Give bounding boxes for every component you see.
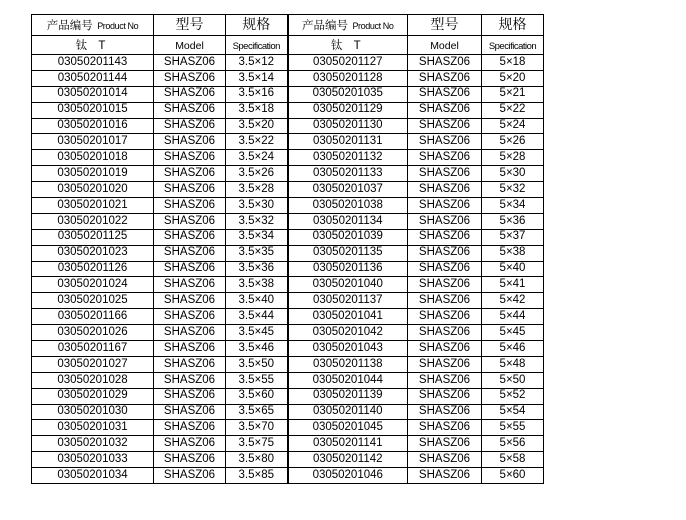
product-no-cell: 03050201020 <box>32 182 154 198</box>
spec-cell: 3.5×24 <box>226 150 288 166</box>
spec-cell: 3.5×36 <box>226 261 288 277</box>
product-no-cell-2: 03050201044 <box>288 372 408 388</box>
model-cell: SHASZ06 <box>154 198 226 214</box>
table-row <box>32 277 544 293</box>
product-no-cell-2: 03050201140 <box>288 404 408 420</box>
product-no-cell-2: 03050201129 <box>288 102 408 118</box>
product-no-cell-2: 03050201042 <box>288 325 408 341</box>
material-header-2 <box>288 36 408 55</box>
spec-cell: 3.5×32 <box>226 213 288 229</box>
product-no-cell-2: 03050201038 <box>288 198 408 214</box>
model-cell: SHASZ06 <box>154 388 226 404</box>
table-row <box>32 134 544 150</box>
model-cell-2: SHASZ06 <box>408 404 482 420</box>
spec-cell: 3.5×18 <box>226 102 288 118</box>
product-no-cell-2: 03050201132 <box>288 150 408 166</box>
product-no-cell: 03050201031 <box>32 420 154 436</box>
model-cell: SHASZ06 <box>154 452 226 468</box>
model-cell-2: SHASZ06 <box>408 372 482 388</box>
model-cell: SHASZ06 <box>154 356 226 372</box>
product-no-cell-2: 03050201040 <box>288 277 408 293</box>
table-row <box>32 341 544 357</box>
spec-cell: 3.5×70 <box>226 420 288 436</box>
product-no-cell: 03050201030 <box>32 404 154 420</box>
spec-cell-2: 5×41 <box>482 277 544 293</box>
product-no-cell-2: 03050201136 <box>288 261 408 277</box>
product-no-cell: 03050201034 <box>32 468 154 484</box>
product-no-cell: 03050201019 <box>32 166 154 182</box>
product-no-cell: 03050201016 <box>32 118 154 134</box>
spec-cell: 3.5×20 <box>226 118 288 134</box>
product-no-cell-2: 03050201041 <box>288 309 408 325</box>
model-cell-2: SHASZ06 <box>408 182 482 198</box>
model-cell-2: SHASZ06 <box>408 166 482 182</box>
table-row <box>32 245 544 261</box>
product-no-cell-2: 03050201127 <box>288 55 408 71</box>
product-no-cell-2: 03050201130 <box>288 118 408 134</box>
spec-cell: 3.5×16 <box>226 86 288 102</box>
product-no-cell: 03050201023 <box>32 245 154 261</box>
model-cn: 型号 <box>175 16 204 32</box>
model-cell: SHASZ06 <box>154 182 226 198</box>
model-cell: SHASZ06 <box>154 309 226 325</box>
spec-cell: 3.5×28 <box>226 182 288 198</box>
model-cell: SHASZ06 <box>154 166 226 182</box>
spec-cell-2: 5×55 <box>482 420 544 436</box>
model-cell: SHASZ06 <box>154 86 226 102</box>
spec-cell-2: 5×28 <box>482 150 544 166</box>
spec-cell-2: 5×34 <box>482 198 544 214</box>
product-no-cell: 03050201015 <box>32 102 154 118</box>
spec-cell-2: 5×24 <box>482 118 544 134</box>
spec-cell-2: 5×54 <box>482 404 544 420</box>
table-row <box>32 420 544 436</box>
table-row <box>32 309 544 325</box>
spec-cell: 3.5×34 <box>226 229 288 245</box>
spec-cell-2: 5×44 <box>482 309 544 325</box>
model-en: Model <box>175 40 204 52</box>
model-header-2 <box>408 15 482 36</box>
table-row <box>32 325 544 341</box>
product-no-header-2 <box>288 15 408 36</box>
model-cell: SHASZ06 <box>154 436 226 452</box>
table-row <box>32 166 544 182</box>
product-no-header <box>32 15 154 36</box>
spec-cell-2: 5×18 <box>482 55 544 71</box>
product-no-en-2: Product No <box>352 21 394 31</box>
spec-cell: 3.5×30 <box>226 198 288 214</box>
table-row <box>32 436 544 452</box>
model-cell: SHASZ06 <box>154 134 226 150</box>
model-cell: SHASZ06 <box>154 420 226 436</box>
model-cell: SHASZ06 <box>154 372 226 388</box>
spec-cell: 3.5×12 <box>226 55 288 71</box>
model-cell-2: SHASZ06 <box>408 468 482 484</box>
spec-cell: 3.5×44 <box>226 309 288 325</box>
model-en-header-2 <box>408 36 482 55</box>
model-cell: SHASZ06 <box>154 261 226 277</box>
product-no-cell-2: 03050201133 <box>288 166 408 182</box>
product-no-cell: 03050201025 <box>32 293 154 309</box>
table-row <box>32 452 544 468</box>
product-no-cell-2: 03050201141 <box>288 436 408 452</box>
spec-cell-2: 5×46 <box>482 341 544 357</box>
model-cell: SHASZ06 <box>154 277 226 293</box>
spec-cell: 3.5×35 <box>226 245 288 261</box>
table-row <box>32 198 544 214</box>
spec-cell-2: 5×37 <box>482 229 544 245</box>
product-no-cell: 03050201144 <box>32 70 154 86</box>
model-cell-2: SHASZ06 <box>408 102 482 118</box>
model-cell: SHASZ06 <box>154 150 226 166</box>
product-no-cn-2: 产品编号 <box>302 20 348 32</box>
product-no-cell-2: 03050201131 <box>288 134 408 150</box>
spec-cell-2: 5×50 <box>482 372 544 388</box>
spec-cell: 3.5×14 <box>226 70 288 86</box>
product-no-cell-2: 03050201043 <box>288 341 408 357</box>
product-no-cell: 03050201126 <box>32 261 154 277</box>
product-no-cell: 03050201029 <box>32 388 154 404</box>
spec-cell-2: 5×30 <box>482 166 544 182</box>
model-en-header <box>154 36 226 55</box>
model-cell: SHASZ06 <box>154 293 226 309</box>
product-no-cell-2: 03050201137 <box>288 293 408 309</box>
spec-cell: 3.5×22 <box>226 134 288 150</box>
spec-header <box>226 15 288 36</box>
product-no-cell: 03050201026 <box>32 325 154 341</box>
model-cell: SHASZ06 <box>154 245 226 261</box>
table-row <box>32 86 544 102</box>
table-row <box>32 468 544 484</box>
product-no-cell: 03050201027 <box>32 356 154 372</box>
product-no-cell: 03050201014 <box>32 86 154 102</box>
model-cell-2: SHASZ06 <box>408 356 482 372</box>
product-no-cell: 03050201028 <box>32 372 154 388</box>
model-cell-2: SHASZ06 <box>408 229 482 245</box>
table-row <box>32 102 544 118</box>
spec-cell: 3.5×40 <box>226 293 288 309</box>
table-row <box>32 261 544 277</box>
spec-cell-2: 5×52 <box>482 388 544 404</box>
product-no-cell-2: 03050201138 <box>288 356 408 372</box>
table-row <box>32 356 544 372</box>
model-cell: SHASZ06 <box>154 341 226 357</box>
product-no-cell: 03050201033 <box>32 452 154 468</box>
model-cell-2: SHASZ06 <box>408 293 482 309</box>
spec-cell-2: 5×20 <box>482 70 544 86</box>
product-no-cell-2: 03050201046 <box>288 468 408 484</box>
model-cell: SHASZ06 <box>154 404 226 420</box>
model-cell-2: SHASZ06 <box>408 261 482 277</box>
product-no-cell: 03050201022 <box>32 213 154 229</box>
table-row <box>32 372 544 388</box>
product-no-cell: 03050201032 <box>32 436 154 452</box>
spec-cell-2: 5×56 <box>482 436 544 452</box>
model-cell-2: SHASZ06 <box>408 420 482 436</box>
product-no-cell-2: 03050201037 <box>288 182 408 198</box>
product-no-cell: 03050201021 <box>32 198 154 214</box>
model-cell: SHASZ06 <box>154 468 226 484</box>
model-cell-2: SHASZ06 <box>408 70 482 86</box>
model-cell: SHASZ06 <box>154 118 226 134</box>
model-cell-2: SHASZ06 <box>408 325 482 341</box>
product-no-cell: 03050201167 <box>32 341 154 357</box>
material-header <box>32 36 154 55</box>
model-cell: SHASZ06 <box>154 213 226 229</box>
spec-cn: 规格 <box>242 16 271 32</box>
spec-cell: 3.5×50 <box>226 356 288 372</box>
product-no-cell-2: 03050201134 <box>288 213 408 229</box>
model-cell-2: SHASZ06 <box>408 134 482 150</box>
spec-cell: 3.5×65 <box>226 404 288 420</box>
spec-cell-2: 5×26 <box>482 134 544 150</box>
spec-cell-2: 5×60 <box>482 468 544 484</box>
model-header <box>154 15 226 36</box>
product-no-cell: 03050201125 <box>32 229 154 245</box>
model-cell-2: SHASZ06 <box>408 213 482 229</box>
spec-en: Specification <box>232 41 280 52</box>
product-no-cell: 03050201143 <box>32 55 154 71</box>
table-row <box>32 293 544 309</box>
spec-cell-2: 5×48 <box>482 356 544 372</box>
model-cell-2: SHASZ06 <box>408 436 482 452</box>
model-cell-2: SHASZ06 <box>408 277 482 293</box>
header-row-1 <box>32 15 544 36</box>
spec-header-2 <box>482 15 544 36</box>
spec-cell-2: 5×58 <box>482 452 544 468</box>
model-cell: SHASZ06 <box>154 325 226 341</box>
model-cell: SHASZ06 <box>154 55 226 71</box>
spec-cell: 3.5×38 <box>226 277 288 293</box>
table-row <box>32 55 544 71</box>
spec-cell-2: 5×42 <box>482 293 544 309</box>
table-row <box>32 388 544 404</box>
spec-cell: 3.5×60 <box>226 388 288 404</box>
product-no-cell-2: 03050201142 <box>288 452 408 468</box>
product-no-cell-2: 03050201039 <box>288 229 408 245</box>
spec-cell-2: 5×38 <box>482 245 544 261</box>
spec-cell: 3.5×55 <box>226 372 288 388</box>
material-label: 钛 T <box>75 40 110 52</box>
model-cell: SHASZ06 <box>154 229 226 245</box>
model-cell-2: SHASZ06 <box>408 309 482 325</box>
model-en-2: Model <box>430 40 459 52</box>
table-row <box>32 182 544 198</box>
model-cell-2: SHASZ06 <box>408 150 482 166</box>
model-cn-2: 型号 <box>430 16 459 32</box>
table-row <box>32 404 544 420</box>
header-row-2 <box>32 36 544 55</box>
spec-cell: 3.5×80 <box>226 452 288 468</box>
model-cell-2: SHASZ06 <box>408 245 482 261</box>
spec-cell: 3.5×45 <box>226 325 288 341</box>
model-cell-2: SHASZ06 <box>408 118 482 134</box>
spec-cell-2: 5×45 <box>482 325 544 341</box>
table-row <box>32 213 544 229</box>
model-cell-2: SHASZ06 <box>408 452 482 468</box>
model-cell-2: SHASZ06 <box>408 198 482 214</box>
model-cell-2: SHASZ06 <box>408 388 482 404</box>
product-no-cell: 03050201018 <box>32 150 154 166</box>
spec-cell-2: 5×36 <box>482 213 544 229</box>
product-no-cell-2: 03050201139 <box>288 388 408 404</box>
spec-cell-2: 5×22 <box>482 102 544 118</box>
table-row <box>32 229 544 245</box>
spec-cell: 3.5×26 <box>226 166 288 182</box>
product-no-cell: 03050201166 <box>32 309 154 325</box>
model-cell-2: SHASZ06 <box>408 55 482 71</box>
model-cell-2: SHASZ06 <box>408 341 482 357</box>
product-no-cell-2: 03050201035 <box>288 86 408 102</box>
spec-cell: 3.5×75 <box>226 436 288 452</box>
spec-cn-2: 规格 <box>498 16 527 32</box>
spec-en-2: Specification <box>488 41 537 52</box>
spec-en-header <box>226 36 288 55</box>
product-no-cell: 03050201017 <box>32 134 154 150</box>
spec-cell: 3.5×46 <box>226 341 288 357</box>
product-no-cell-2: 03050201045 <box>288 420 408 436</box>
spec-cell-2: 5×21 <box>482 86 544 102</box>
product-no-cell: 03050201024 <box>32 277 154 293</box>
spec-cell-2: 5×32 <box>482 182 544 198</box>
spec-cell: 3.5×85 <box>226 468 288 484</box>
product-no-cell-2: 03050201135 <box>288 245 408 261</box>
table-row <box>32 118 544 134</box>
model-cell-2: SHASZ06 <box>408 86 482 102</box>
spec-cell-2: 5×40 <box>482 261 544 277</box>
material-label-2: 钛 T <box>330 40 365 52</box>
product-no-cell-2: 03050201128 <box>288 70 408 86</box>
table-row <box>32 70 544 86</box>
table-row <box>32 150 544 166</box>
product-no-cn: 产品编号 <box>46 20 93 32</box>
spec-en-header-2 <box>482 36 544 55</box>
model-cell: SHASZ06 <box>154 102 226 118</box>
product-table <box>31 14 544 484</box>
model-cell: SHASZ06 <box>154 70 226 86</box>
product-no-en: Product No <box>97 21 139 31</box>
